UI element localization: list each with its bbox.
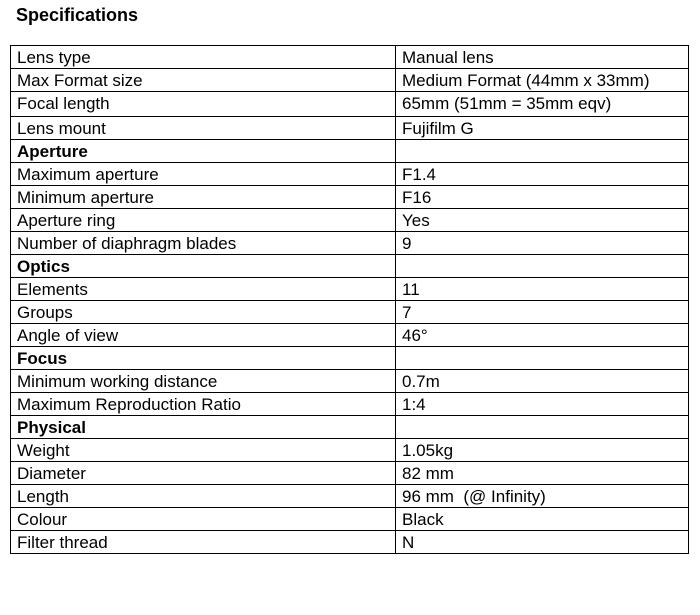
spec-label: Filter thread	[11, 531, 396, 554]
section-title-blank	[396, 140, 689, 163]
spec-value: 82 mm	[396, 462, 689, 485]
table-row	[11, 278, 689, 301]
spec-value: F16	[396, 186, 689, 209]
spec-value: Yes	[396, 209, 689, 232]
spec-label: Length	[11, 485, 396, 508]
spec-label: Max Format size	[11, 69, 396, 92]
section-title-blank	[396, 416, 689, 439]
spec-label: Lens type	[11, 46, 396, 69]
section-header-physical	[11, 416, 689, 439]
spec-label: Angle of view	[11, 324, 396, 347]
table-row	[11, 485, 689, 508]
spec-label: Diameter	[11, 462, 396, 485]
table-row	[11, 117, 689, 140]
table-row	[11, 508, 689, 531]
spec-value: 9	[396, 232, 689, 255]
spec-label: Minimum working distance	[11, 370, 396, 393]
table-row	[11, 186, 689, 209]
spec-label: Groups	[11, 301, 396, 324]
spec-value: 65mm (51mm = 35mm eqv)	[396, 92, 689, 117]
table-row	[11, 232, 689, 255]
section-header-focus	[11, 347, 689, 370]
spec-value: N	[396, 531, 689, 554]
section-title-blank	[396, 347, 689, 370]
table-row	[11, 462, 689, 485]
spec-value: 96 mm (@ Infinity)	[396, 485, 689, 508]
table-row	[11, 301, 689, 324]
specifications-table	[10, 45, 689, 554]
spec-value: 1.05kg	[396, 439, 689, 462]
spec-label: Colour	[11, 508, 396, 531]
section-header-aperture	[11, 140, 689, 163]
table-row	[11, 209, 689, 232]
spec-label: Number of diaphragm blades	[11, 232, 396, 255]
spec-label: Maximum Reproduction Ratio	[11, 393, 396, 416]
section-title: Focus	[11, 347, 396, 370]
spec-label: Aperture ring	[11, 209, 396, 232]
spec-value: F1.4	[396, 163, 689, 186]
page-title: Specifications	[16, 5, 139, 25]
spec-label: Focal length	[11, 92, 396, 117]
section-title: Physical	[11, 416, 396, 439]
spec-value: Medium Format (44mm x 33mm)	[396, 69, 689, 92]
spec-value: 46°	[396, 324, 689, 347]
table-row	[11, 393, 689, 416]
spec-label: Weight	[11, 439, 396, 462]
section-title-blank	[396, 255, 689, 278]
spec-value: 0.7m	[396, 370, 689, 393]
section-title: Optics	[11, 255, 396, 278]
spec-value: Manual lens	[396, 46, 689, 69]
spec-value: 1:4	[396, 393, 689, 416]
section-header-optics	[11, 255, 689, 278]
spec-label: Lens mount	[11, 117, 396, 140]
spec-value: Black	[396, 508, 689, 531]
table-row	[11, 92, 689, 117]
spec-label: Maximum aperture	[11, 163, 396, 186]
spec-value: 7	[396, 301, 689, 324]
table-row	[11, 531, 689, 554]
table-row	[11, 163, 689, 186]
table-row	[11, 69, 689, 92]
table-row	[11, 324, 689, 347]
table-row	[11, 46, 689, 69]
table-row	[11, 439, 689, 462]
section-title: Aperture	[11, 140, 396, 163]
spec-label: Minimum aperture	[11, 186, 396, 209]
spec-label: Elements	[11, 278, 396, 301]
spec-value: Fujifilm G	[396, 117, 689, 140]
spec-value: 11	[396, 278, 689, 301]
table-row	[11, 370, 689, 393]
